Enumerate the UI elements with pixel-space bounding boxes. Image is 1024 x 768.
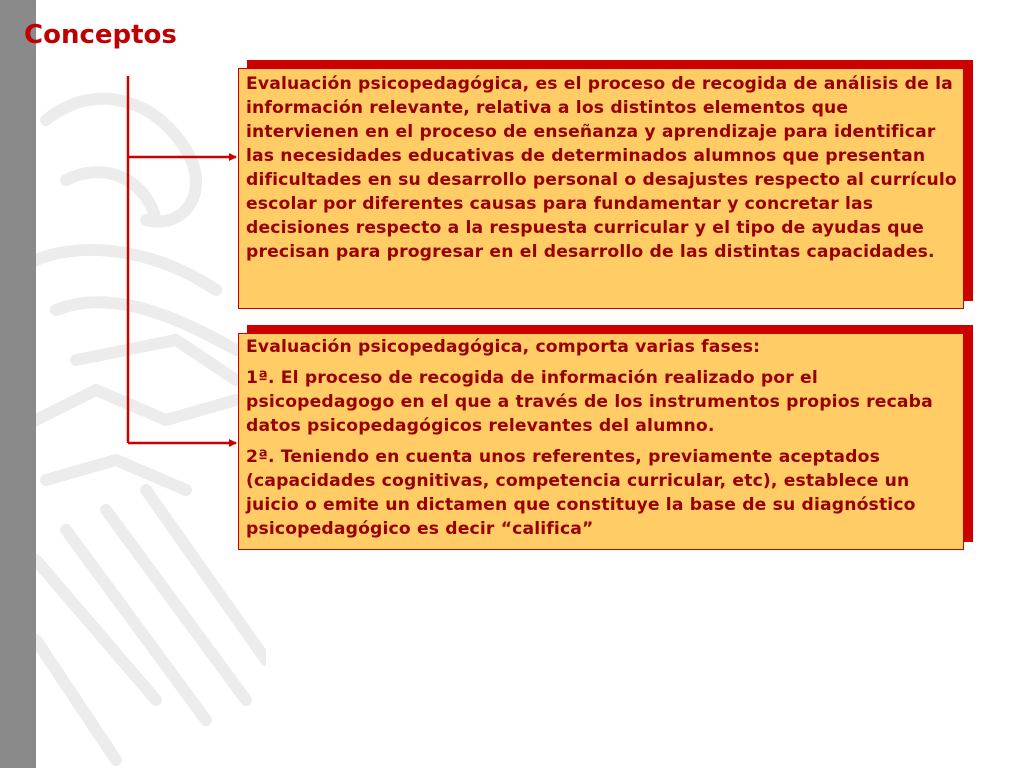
definition-card: [238, 68, 964, 309]
card-body: [238, 68, 964, 309]
phases-intro: Evaluación psicopedagógica, comporta varias fases:: [246, 337, 761, 357]
phases-card: [238, 333, 964, 550]
phase-1-text: 1ª. El proceso de recogida de información realizado por el psicopedagogo en el que a través de los instrumentos propios recaba datos psicopedagógicos relevantes del alumno.: [246, 368, 933, 436]
phase-2-text: 2ª. Teniendo en cuenta unos referentes, previamente aceptados (capacidades cognitivas, competencia curricular, etc), establece un juicio o emite un dictamen que constituye la base de su diagnóstico psicopedagógico es decir “califica”: [246, 447, 916, 539]
page-title: Conceptos: [24, 20, 177, 50]
card-body: [238, 333, 964, 550]
definition-text: Evaluación psicopedagógica, es el proceso de recogida de análisis de la información relevante, relativa a los distintos elementos que intervienen en el proceso de enseñanza y aprendizaje para identificar las necesidades educativas de determinados alumnos que presentan dificultades en su desarrollo personal o desajustes respecto al currículo escolar por diferentes causas para fundamentar y concretar las decisiones respecto a la respuesta curricular y el tipo de ayudas que precisan para progresar en el desarrollo de las distintas capacidades.: [246, 74, 957, 262]
